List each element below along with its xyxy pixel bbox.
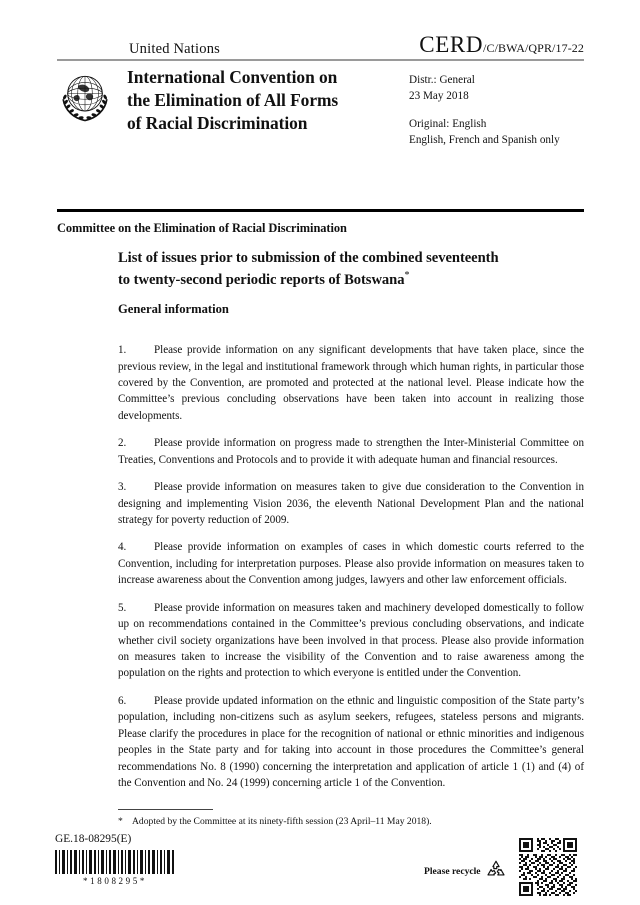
paragraph-text: Please provide updated information on the ethnic and linguistic composition of the State party’s population, including non-citizens such as asylum seekers, refugees, stateless persons and migrants. Please clarify the procedures in place for the recognition of national or ethnic minorities and indigenous peoples in the State party and for taking into account in those procedures the Committee’s general recommendations No. 8 (1990) concerning the interpretation and application of article 1 (1) and (4) of the Convention and No. 24 (1999) concerning article 1 of the Convention.: [118, 694, 584, 789]
document-title: [118, 248, 584, 291]
masthead: [57, 32, 584, 61]
paragraph-text: Please provide information on examples of cases in which domestic courts referred to the Convention, including for interpretation purposes. Please also provide information on measures taken to increase awareness about the Convention among judges, lawyers and other law enforcement officials.: [118, 541, 584, 587]
distribution-block: [406, 66, 584, 149]
distribution-spacer: [409, 105, 584, 117]
convention-title-line-1: International Convention on: [127, 67, 338, 87]
masthead-row: [57, 32, 584, 56]
section-divider: [57, 209, 584, 212]
paragraph-1: [118, 342, 584, 424]
committee-name: Committee on the Elimination of Racial Discrimination: [57, 221, 347, 235]
paragraph-text: Please provide information on measures taken to give due consideration to the Convention in designing and implementing Vision 2036, the eleventh National Development Plan and the national strategy for poverty reduction of 2009.: [118, 481, 584, 526]
convention-title-line-2: the Elimination of All Forms: [127, 90, 339, 111]
paragraph-5: [118, 600, 584, 682]
distribution-type: Distr.: General: [409, 74, 475, 86]
barcode: [55, 850, 175, 879]
document-symbol: [419, 33, 584, 56]
title-footnote-marker: *: [404, 270, 410, 282]
paragraph-2: [118, 435, 584, 468]
document-title-line-1: List of issues prior to submission of the combined seventeenth: [118, 250, 499, 266]
un-emblem-icon: [57, 66, 119, 149]
paragraph-3: [118, 479, 584, 528]
document-title-line-2: to twenty-second periodic reports of Botswana: [118, 272, 405, 289]
paragraph-number: 3.: [118, 481, 127, 494]
ge-code: GE.18-08295(E): [55, 833, 132, 845]
recycle-label: Please recycle: [424, 866, 481, 877]
paragraph-number: 4.: [118, 541, 127, 554]
available-languages: English, French and Spanish only: [409, 133, 560, 146]
paragraph-text: Please provide information on any significant developments that have taken place, since the previous review, in the legal and institutional framework through which human rights, in particular those covered by the Convention, are promoted and protected at the national level. Please indicate how the Committee’s previous concluding observations have been taken into account in realizing those developments.: [118, 344, 584, 422]
document-symbol-main: CERD: [419, 32, 484, 57]
paragraph-4: [118, 539, 584, 588]
distribution-date: 23 May 2018: [409, 89, 469, 102]
convention-title-line-3: of Racial Discrimination: [127, 113, 308, 134]
qr-code: [519, 838, 577, 901]
footnote: [118, 815, 584, 828]
paragraph-6: [118, 693, 584, 791]
organization-name: United Nations: [129, 40, 220, 57]
title-block: [57, 66, 584, 149]
paragraph-text: Please provide information on measures taken and machinery developed domestically to follow up on recommendations contained in the Committee’s previous concluding observations, and indicate whether civil society organizations have been involved in that process. Please also provide information on measures taken to increase the visibility of the Convention and to raise awareness among the population on the rights and protection to which everyone is entitled under the Convention.: [118, 601, 584, 680]
paragraph-number: 1.: [118, 344, 127, 357]
convention-title: [119, 66, 406, 149]
recycle-icon: [485, 859, 507, 884]
paragraph-number: 2.: [118, 437, 127, 450]
paragraph-number: 5.: [118, 601, 127, 614]
section-heading: General information: [118, 302, 229, 316]
document-symbol-suffix: /C/BWA/QPR/17-22: [483, 41, 584, 55]
original-language: Original: English: [409, 117, 487, 130]
body-content: [118, 331, 584, 800]
document-title-line-2-wrap: [118, 269, 584, 291]
footnote-marker: *: [118, 816, 123, 827]
barcode-digits: *1808295*: [83, 876, 147, 886]
footnote-divider: [118, 809, 213, 810]
paragraph-number: 6.: [118, 694, 127, 707]
footnote-text: Adopted by the Committee at its ninety-fifth session (23 April–11 May 2018).: [132, 816, 432, 827]
recycle-notice: [424, 859, 507, 884]
masthead-divider: [57, 59, 584, 61]
paragraph-text: Please provide information on progress made to strengthen the Inter-Ministerial Committee on Treaties, Conventions and Protocols and to provide it with adequate human and financial resources.: [118, 437, 584, 466]
